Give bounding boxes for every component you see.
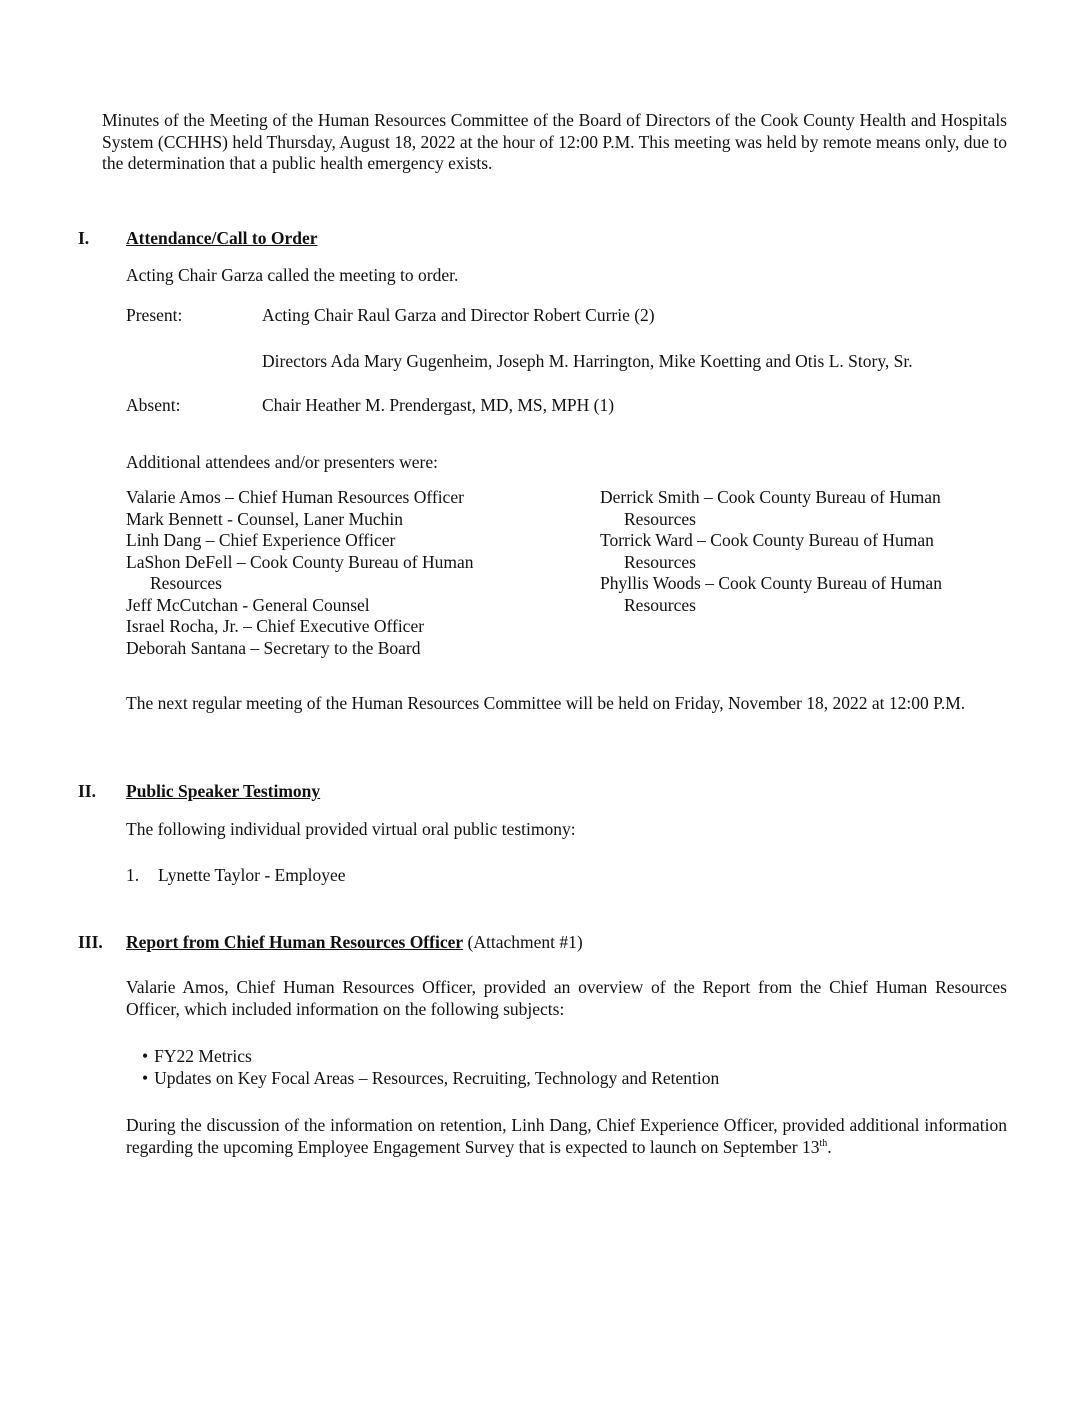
- report-subjects-list: [142, 1046, 719, 1089]
- section-3-heading: [126, 932, 583, 954]
- speaker-number: 1.: [126, 865, 140, 885]
- meeting-intro: Minutes of the Meeting of the Human Resources Committee of the Board of Directors of the Cook County Health and Hospitals System (CCHHS) held Thursday, August 18, 2022 at the hour of 12:00 P.M. This meeting was held by remote means only, due to the determination that a public health emergency exists.: [102, 110, 1007, 173]
- next-meeting-notice: The next regular meeting of the Human Resources Committee will be held on Friday, November 18, 2022 at 12:00 P.M.: [126, 693, 966, 713]
- present-line-1: Acting Chair Raul Garza and Director Robert Currie (2): [262, 305, 655, 325]
- speaker-list-item: [126, 865, 346, 887]
- section-3-title: Report from Chief Human Resources Officer: [126, 932, 464, 952]
- present-label: Present:: [126, 305, 183, 325]
- call-to-order-text: Acting Chair Garza called the meeting to order.: [126, 265, 459, 285]
- attendee: Derrick Smith – Cook County Bureau of Human Resources: [600, 487, 941, 529]
- attendees-right-column: [600, 487, 970, 616]
- attendee: Phyllis Woods – Cook County Bureau of Human Resources: [600, 573, 942, 615]
- section-2-number: II.: [78, 781, 96, 801]
- attendee: Mark Bennett - Counsel, Laner Muchin: [126, 508, 404, 529]
- discussion-text: During the discussion of the information on retention, Linh Dang, Chief Experience Officer, provided additional information regarding the upcoming Employee Engagement Survey that is expected to launch on September 13: [126, 1115, 1007, 1157]
- section-1-title: Attendance/Call to Order: [126, 228, 318, 248]
- attendee: Deborah Santana – Secretary to the Board: [126, 637, 421, 658]
- retention-discussion: [126, 1115, 1007, 1158]
- discussion-end: .: [827, 1136, 832, 1157]
- attendee: Linh Dang – Chief Experience Officer: [126, 530, 396, 550]
- absent-label: Absent:: [126, 395, 181, 415]
- ordinal-suffix: th: [819, 1137, 828, 1149]
- attachment-reference: (Attachment #1): [463, 932, 583, 952]
- section-2-title: Public Speaker Testimony: [126, 781, 321, 801]
- section-1-number: I.: [78, 228, 90, 248]
- report-overview: Valarie Amos, Chief Human Resources Officer, provided an overview of the Report from the Chief Human Resources Officer, which included information on the following subjects:: [126, 977, 1007, 1019]
- attendees-left-column: [126, 487, 526, 659]
- attendee: LaShon DeFell – Cook County Bureau of Human Resources: [126, 551, 474, 593]
- additional-attendees-heading: Additional attendees and/or presenters were:: [126, 452, 438, 472]
- attendee: Jeff McCutchan - General Counsel: [126, 594, 370, 615]
- attendee: Valarie Amos – Chief Human Resources Officer: [126, 487, 464, 507]
- absent-members: Chair Heather M. Prendergast, MD, MS, MPH (1): [262, 395, 615, 415]
- subject-item: • Updates on Key Focal Areas – Resources, Recruiting, Technology and Retention: [142, 1068, 719, 1090]
- section-3-number: III.: [78, 932, 103, 952]
- attendee: Torrick Ward – Cook County Bureau of Human Resources: [600, 530, 934, 572]
- testimony-intro: The following individual provided virtual oral public testimony:: [126, 819, 576, 839]
- attendee: Israel Rocha, Jr. – Chief Executive Officer: [126, 616, 425, 636]
- subject-item: • FY22 Metrics: [142, 1046, 719, 1068]
- speaker-name: Lynette Taylor - Employee: [158, 865, 346, 885]
- present-line-2: Directors Ada Mary Gugenheim, Joseph M. Harrington, Mike Koetting and Otis L. Story, Sr.: [262, 351, 913, 371]
